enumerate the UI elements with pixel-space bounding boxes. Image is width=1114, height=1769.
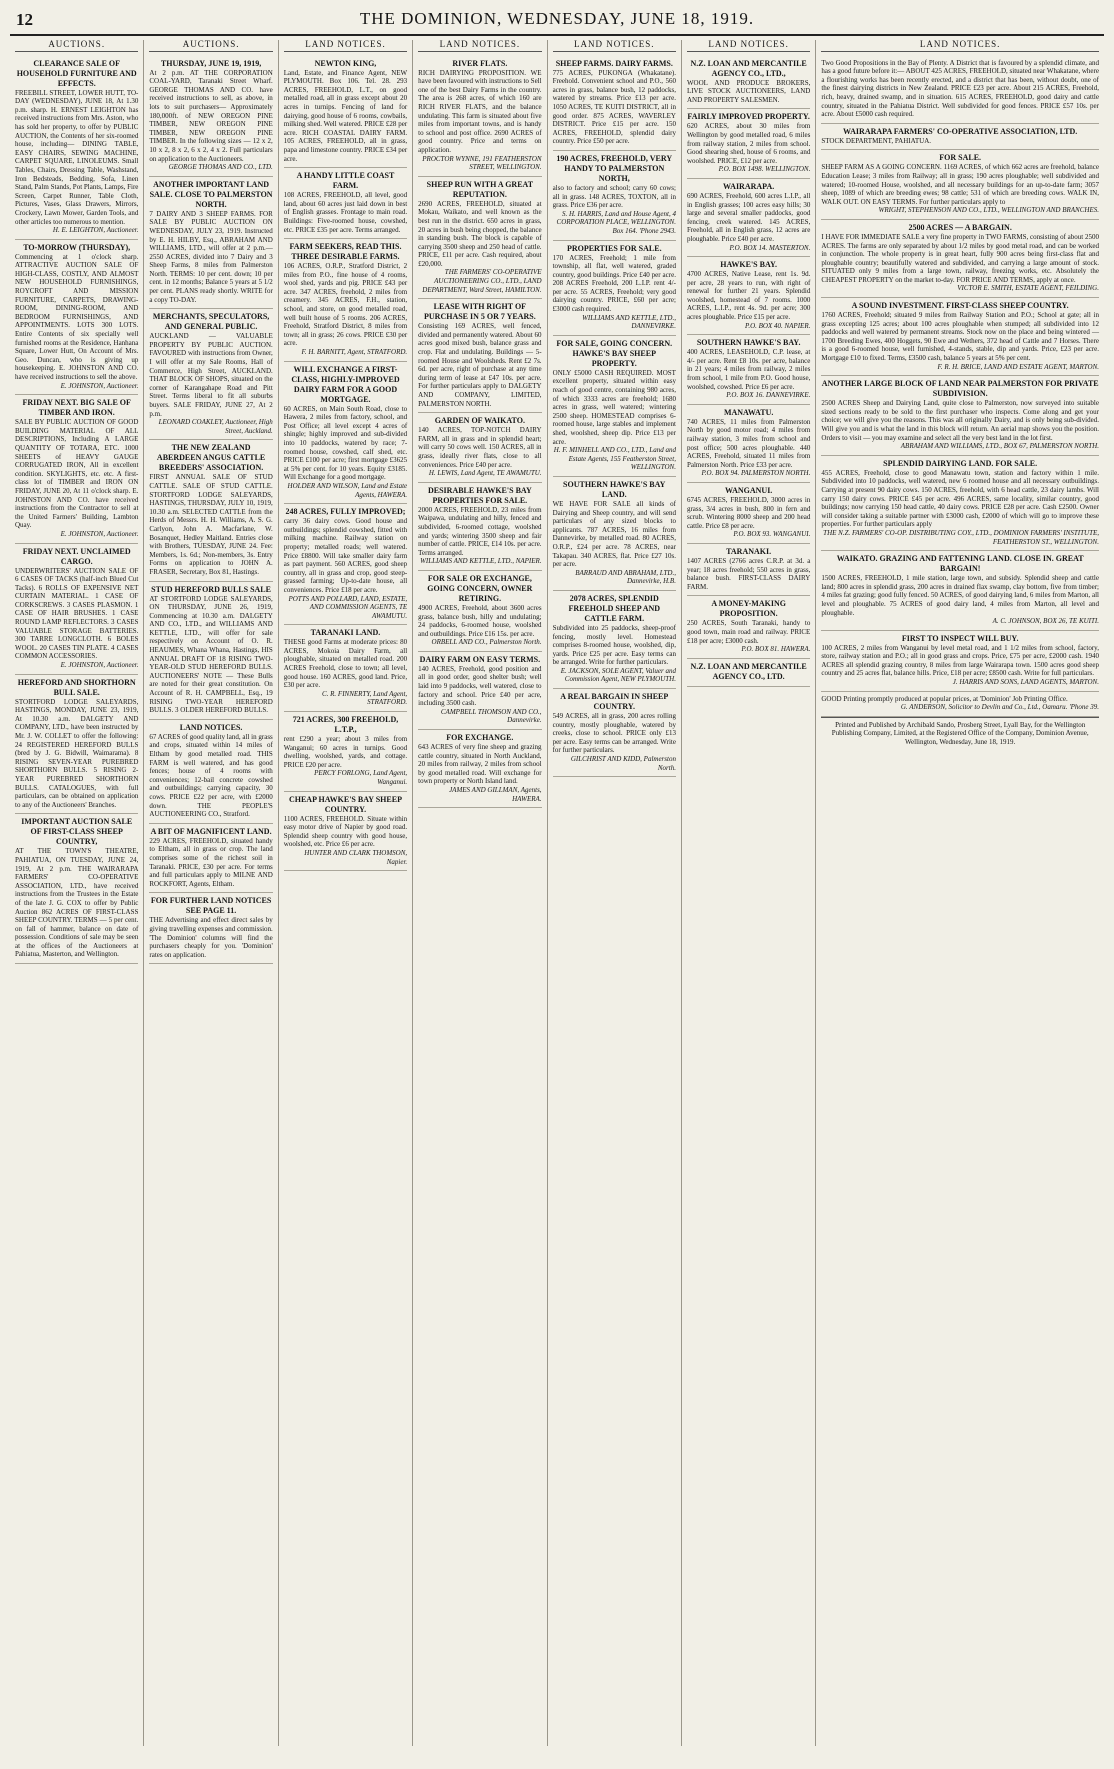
advertisement	[821, 150, 1099, 220]
ad-signature: GILCHRIST AND KIDD, Palmerston North.	[570, 755, 676, 772]
ad-headline: WANGANUI.	[724, 485, 773, 495]
advertisement	[284, 56, 407, 169]
ad-headline: FOR SALE OR EXCHANGE, GOING CONCERN, OWNER RETIRING.	[427, 573, 533, 603]
ad-body: 7 DAIRY AND 3 SHEEP FARMS. FOR SALE BY PUBLIC AUCTION ON WEDNESDAY, JULY 23, 1919. Instructed by E. H. HILBY, Esq., ABRAHAM AND WILLIAMS, LTD., will offer at 2 p.m.— 2550 ACRES, divided into 7 Dairy and 3 Sheep Farms, 8 miles from Palmerston North. TERMS: 10 per cent. down; 10 per cent. in 12 months; Balance 5 years at 5 1/2 per cent. PLANS ready shortly. WRITE for a copy TO-DAY.	[149, 209, 273, 304]
column-heading: LAND NOTICES.	[418, 40, 541, 52]
ad-headline: WAIRARAPA FARMERS' CO-OPERATIVE ASSOCIATION, LTD.	[843, 126, 1078, 136]
ad-signature: PROCTOR WYNNE, 191 FEATHERSTON STREET, WELLINGTON.	[422, 154, 542, 172]
advertisement	[15, 814, 138, 964]
advertisement	[284, 712, 407, 792]
ad-signature: F. H. BARNITT, Agent, STRATFORD.	[301, 348, 408, 357]
advertisement	[284, 504, 407, 625]
advertisement	[687, 405, 810, 483]
ad-signature: THE N.Z. FARMERS' CO-OP. DISTRIBUTING COY., LTD., DOMINION FARMERS' INSTITUTE, FEATHERSTON ST., WELLINGTON.	[823, 528, 1099, 546]
advertisement	[821, 124, 1099, 151]
ad-body: WOOL AND PRODUCE BROKERS, LIVE STOCK AUCTIONEERS, LAND AND PROPERTY SALESMEN.	[686, 78, 811, 104]
masthead	[10, 8, 1104, 36]
ad-signature: POTTS AND POLLARD, LAND, ESTATE, AND COMMISSION AGENTS, TE AWAMUTU.	[288, 594, 408, 620]
ad-body: 140 ACRES, TOP-NOTCH DAIRY FARM, all in grass and in splendid heart; will carry 50 cows well. 150 ACRES, all in grass, ideally river flats, close to all conveniences. Price £40 per acre.	[418, 426, 542, 469]
ad-signature: J. HARRIS AND SONS, LAND AGENTS, MARTON.	[952, 678, 1099, 687]
ad-headline: FARM SEEKERS, READ THIS. THREE DESIRABLE FARMS.	[289, 242, 402, 262]
ad-headline: FOR FURTHER LAND NOTICES SEE PAGE 11.	[150, 896, 272, 916]
ad-body: FIRST ANNUAL SALE OF STUD CATTLE. SALE OF STUD CATTLE. STORTFORD LODGE SALEYARDS, HASTINGS, THURSDAY, JULY 10, 1919, 10.30 a.m. SELECTED CATTLE from the Herds of Messrs. H. H. Williams, A. S. G. Carlyon, John A. Macfarlane, W. Bosanquet, Hedley Maitland. Entries close with Brothers, TUESDAY, JUNE 24. Fee: Members, 1s. 6d.; Non-members, 3s. Entry Forms on application to JOHN A. FRASER, Secretary, Box 81, Hastings.	[149, 473, 273, 576]
ad-body: 690 ACRES, Freehold, 600 acres L.I.P., all in English grasses; 100 acres easy hills; 30 large and several smaller paddocks, good fencing, creek watered. 145 ACRES, Freehold, all in English grass, 12 acres are ploughable. Price £40 per acre.	[686, 191, 811, 243]
ad-body: 2000 ACRES, FREEHOLD, 23 miles from Waipawa, undulating and hilly, fenced and subdivided, 6-roomed cottage, woolshed and yards; wintering 3500 sheep and fair number of cattle. PRICE, £14 10s. per acre. Terms arranged.	[418, 505, 542, 557]
ad-body: THE Advertising and effect direct sales by giving travelling expenses and commission. 'The Dominion' columns will find the purchasers cheaply for you. 'Dominion' rates on application.	[149, 916, 273, 959]
ad-body: also to factory and school; carry 60 cows; all in grass. 148 ACRES, TOXTON, all in grass. Price £36 per acre.	[552, 183, 676, 210]
ad-headline: FOR SALE.	[939, 153, 982, 163]
ad-body: 100 ACRES, 2 miles from Wanganui by level metal road, and 1 1/2 miles from school, factory, store, railway station and P.O.; all in good grass and crops. Price, £75 per acre, £2000 cash. 1940 ACRES all splendid grazing country, 8 miles from large Wairarapa town. 1500 acres good sheep country and 25 acres flat, balance hills. Price, £18 per acre; £8500 cash. Write for full particulars.	[821, 643, 1099, 678]
ad-headline: FOR EXCHANGE.	[446, 733, 514, 743]
ad-body: 2500 ACRES Sheep and Dairying Land, quite close to Palmerston, now surveyed into suitable sized sections ready to be sold to the first purchaser who inspects. Come along and get your choice; we will give you the reasons. This was all originally Dairy, and is only being sub-divided. Will give you and is what the land in this block will return. An aerial map shows you the position. Orders to visit — you may examine and select all the very best land in the lot first.	[821, 399, 1099, 442]
ad-body: Subdivided into 25 paddocks, sheep-proof fencing, mostly level. Homestead comprises 8-roomed house, woolshed, dip, yards. Price £25 per acre. Easy terms can be arranged. Write for further particulars.	[552, 623, 676, 667]
ad-headline: THE NEW ZEALAND ABERDEEN ANGUS CATTLE BREEDERS' ASSOCIATION.	[156, 443, 266, 473]
ad-signature: H. F. MINHELL AND CO., LTD., Land and Estate Agents, 155 Featherston Street, WELLINGTON.	[553, 446, 676, 472]
advertisement	[284, 625, 407, 712]
advertisement	[821, 376, 1099, 456]
ad-headline: THURSDAY, JUNE 19, 1919,	[160, 58, 262, 68]
ad-body: AT STORTFORD LODGE SALEYARDS, ON THURSDAY, JUNE 26, 1919, Commencing at 10.30 a.m. DALGETY AND CO., LTD., and WILLIAMS AND KETTLE, LTD., will offer for sale respectively on Account of O. R. HEAUMES, Whana Whana, Hastings, HIS ANNUAL DRAFT OF 18 RISING TWO-YEAR-OLD STUD HEREFORD BULLS. AUCTIONEERS' NOTE — These Bulls are noted for their great constitution. On Account of R. H. CAMPBELL, Esq., 19 RISING TWO-YEAR HEREFORD BULLS. 3 OLDER HEREFORD BULLS.	[149, 594, 273, 715]
advertisement	[418, 56, 541, 177]
advertisement	[418, 652, 541, 730]
ad-body: 775 ACRES, PUKONGA (Whakatane). Freehold. Convenient school and P.O., 560 acres in grass, balance bush, 12 paddocks, watered by streams. Price £13 per acre. 1050 ACRES, TE KUITI DISTRICT, all in good order. 875 ACRES, WAVERLEY DISTRICT. Price £15 per acre. 150 ACRES, FREEHOLD, splendid dairy country. Price £50 per acre.	[552, 68, 676, 146]
ad-body: Two Good Propositions in the Bay of Plenty. A District that is favoured by a splendid climate, and has a good future before it:— ABOUT 425 ACRES, FREEHOLD, situated near Whakatane, where a flourishing works has been recently erected, and a district that has been, without doubt, one of the finest dairying districts in New Zealand. PRICE £23 per acre. About 215 ACRES, Freehold, rich, heavy, drained swamp, and in situation. 615 ACRES, FREEHOLD, good dairy and cattle country, situated in the Pahiatua District. Well subdivided for good fences. PRICE £57 10s. per acre. About £5000 cash required.	[821, 58, 1099, 119]
ad-headline: FRIDAY NEXT. UNCLAIMED CARGO.	[22, 546, 131, 566]
ad-signature: F. R. H. BRICE, LAND AND ESTATE AGENT, MARTON.	[937, 362, 1099, 371]
ad-signature: P.O. BOX 14. MASTERTON.	[729, 243, 811, 252]
ad-body: At 2 p.m. AT THE CORPORATION COAL-YARD, Taranaki Street Wharf. GEORGE THOMAS AND CO. have received instructions to sell, as above, in lots to suit purchasers— Approximately 180,000ft. of NEW OREGON PINE TIMBER, NEW OREGON PINE TIMBER, NEW OREGON PINE TIMBER. In the following sizes — 12 x 2, 10 x 2, 8 x 2, 6 x 2, 4 x 2. Full particulars on application to the Auctioneers.	[149, 68, 273, 163]
ad-headline: DESIRABLE HAWKE'S BAY PROPERTIES FOR SALE.	[427, 485, 532, 505]
ad-body: 140 ACRES, Freehold, good position and all in good order, good shelter bush; well laid into 9 paddocks, well watered, close to factory and school. Price £40 per acre, including 3500 cash.	[418, 664, 542, 708]
ad-headline: WAIRARAPA.	[723, 181, 775, 191]
ad-signature: HOLDER AND WILSON, Land and Estate Agents, HAWERA.	[287, 481, 408, 499]
advertisement	[149, 824, 272, 894]
advertisement	[687, 335, 810, 405]
ad-headline: TARANAKI LAND.	[310, 628, 381, 638]
column-heading: LAND NOTICES.	[553, 40, 676, 52]
ad-headline: LAND NOTICES.	[179, 722, 243, 732]
ad-body: Land, Estate, and Finance Agent, NEW PLYMOUTH. Box 106. Tel. 28. 293 ACRES, FREEHOLD, L.T., on good metalled road, all in grass except about 20 acres in turnips. Fencing of land for dairying, good house of 6 rooms, cowbails, milking shed. Well watered. PRICE £28 per acre. RICH COASTAL DAIRY FARM. 105 ACRES, FREEHOLD, all in grass, papa and limestone country. PRICE £34 per acre.	[283, 68, 408, 163]
advertisement	[149, 309, 272, 440]
ad-signature: H. LEWIS, Land Agent, TE AWAMUTU.	[428, 469, 542, 478]
advertisement	[149, 893, 272, 964]
columns-container	[10, 40, 1104, 1746]
ad-headline: SPLENDID DAIRYING LAND. FOR SALE.	[883, 458, 1038, 468]
ad-headline: 248 ACRES, FULLY IMPROVED;	[285, 507, 406, 517]
advertisement	[553, 689, 676, 777]
ad-headline: 2500 ACRES — A BARGAIN.	[908, 222, 1012, 232]
ad-body: 60 ACRES, on Main South Road, close to Hawera, 2 miles from factory, school, and Post Office; all level except 4 acres of shingle; highly improved and sub-divided into 10 paddocks, watered by race; 7-roomed house, cowshed, calf shed, etc. PRICE £100 per acre; first mortgage £3625 at 5% per cent. for 10 years. Equity £3185. Will Exchange for a good mortgage.	[283, 404, 408, 482]
ad-signature: P.O. BOX 93. WANGANUI.	[733, 530, 811, 539]
ad-body: ONLY £5000 CASH REQUIRED. MOST excellent property, situated within easy reach of good centre, containing 980 acres, of which 3333 acres are freehold; 1680 acres in grass, well watered; wintering 2500 sheep. HOMESTEAD comprises 6-roomed house, large stables and implement shed, woolshed, sheep dip. Price £13 per acre.	[552, 368, 676, 446]
advertisement	[821, 298, 1099, 376]
advertisement	[553, 477, 676, 591]
advertisement	[821, 56, 1099, 124]
advertisement	[418, 730, 541, 808]
advertisement	[687, 544, 810, 596]
advertisement	[553, 336, 676, 477]
ad-headline: MERCHANTS, SPECULATORS, AND GENERAL PUBLIC.	[152, 312, 270, 332]
ad-body: 106 ACRES, O.R.P., Stratford District, 2 miles from P.O., fine house of 4 rooms, wool shed, yards and pig. PRICE £43 per acre. 347 ACRES, freehold, 2 miles from creamery. 345 ACRES, F.H., station, school, and store, on good metalled road, well built house of 5 rooms. 206 ACRES, Freehold, Stratford District, 8 miles from town; all in grass; 26 cows. PRICE £30 per acre.	[283, 262, 408, 348]
advertisement	[149, 582, 272, 720]
ad-signature: S. H. HARRIS, Land and House Agent, 4 CORPORATION PLACE, WELLINGTON. Box 164. 'Phone 2943.	[556, 209, 676, 235]
advertisement	[687, 596, 810, 658]
advertisement	[149, 720, 272, 824]
ad-body: 4700 ACRES, Native Lease, rent 1s. 9d. per acre, 28 years to run, with right of renewal for further 21 years. Splendid woolshed, homestead of 7 rooms. 1000 ACRES, L.I.P., rent 4s. 9d. per acre; 300 acres ploughable. Price £15 per acre.	[686, 270, 811, 322]
ad-headline: A REAL BARGAIN IN SHEEP COUNTRY.	[560, 692, 669, 712]
ad-body: 67 ACRES of good quality land, all in grass and crops, situated within 14 miles of Eltham by good metalled road. THIS FARM is well watered, and has good fences; house of 4 rooms with conveniences; 12-bail concrete cowshed and outbuildings; carrying capacity, 30 cows. PRICE £22 per acre, with £2000 down. THE PEOPLE'S AUCTIONEERING CO., Stratford.	[149, 732, 273, 819]
advertisement	[284, 362, 407, 505]
ad-signature: E. JACKSON, SOLE AGENT, Valuer and Commission Agent, NEW PLYMOUTH.	[560, 666, 676, 684]
advertisement	[687, 483, 810, 544]
ad-headline: IMPORTANT AUCTION SALE OF FIRST-CLASS SHEEP COUNTRY,	[21, 817, 133, 847]
ad-headline: LEASE WITH RIGHT OF PURCHASE IN 5 OR 7 YEARS.	[424, 302, 536, 322]
ad-body: 620 ACRES, about 30 miles from Wellington by good metalled road, 6 miles from railway station, 2 miles from school. Good shearing shed, house of 6 rooms, and woolshed. PRICE, £12 per acre.	[686, 122, 811, 165]
advertisement	[687, 56, 810, 110]
ad-body: 740 ACRES, 11 miles from Palmerston North by good motor road; 4 miles from railway station, 3 miles from school and post office; 500 acres ploughable. 440 ACRES, Freehold, situated 11 miles from Palmerston North. Price £33 per acre.	[686, 417, 811, 469]
ad-headline: FIRST TO INSPECT WILL BUY.	[901, 633, 1019, 643]
ad-headline: TO-MORROW (THURSDAY),	[23, 242, 131, 252]
ad-signature: LEONARD COAKLEY, Auctioneer, High Street, Auckland.	[158, 418, 273, 435]
ad-body: I HAVE FOR IMMEDIATE SALE a very fine property in TWO FARMS, consisting of about 2500 ACRES. The farms are only separated by about 1/2 miles by good metal road, and can be worked in conjunction. The whole property is in great heart, fully 900 acres being first-class flat and ploughable country; beautifully watered and subdivided, and carrying a large amount of stock. SITUATED only 9 miles from a large town, railway, freezing works, etc. Absolutely the CHEAPEST PROPERTY on the market to-day. FOR PRICE AND TERMS, apply at once.	[821, 232, 1099, 284]
ad-body: Consisting 169 ACRES, well fenced, divided and permanently watered. About 60 acres good mixed bush, balance grass and crop. Flat and undulating. Buildings — 5-roomed House and Woolsheds. Rent £2 7s. 6d. per acre, right of purchase at any time during term of lease at £47 10s. per acre. For further particulars apply to DALGETY AND COMPANY, LIMITED, PALMERSTON NORTH.	[418, 322, 542, 408]
advertisement	[15, 240, 138, 396]
page-number: 12	[16, 10, 33, 29]
ad-headline: STUD HEREFORD BULLS SALE	[151, 584, 271, 594]
advertisement	[15, 675, 138, 815]
advertisement	[553, 56, 676, 151]
ad-headline: N.Z. LOAN AND MERCANTILE AGENCY CO., LTD.	[690, 661, 807, 681]
ad-body: 1100 ACRES, FREEHOLD. Situate within easy motor drive of Napier by good road. Splendid sheep country with good house, woolshed, etc. Price £6 per acre.	[283, 814, 408, 849]
ad-signature: P.O. BOX 94. PALMERSTON NORTH.	[701, 469, 811, 478]
ad-body: RICH DAIRYING PROPOSITION. WE have been favoured with instructions to Sell one of the best Dairy Farms in the country. The area is 268 acres, of which 160 are RICH RIVER FLATS, and the balance undulating. This farm is situated about five miles from important towns, and is handy to school and post office. 2690 ACRES of good country. Price and terms on application.	[418, 68, 542, 154]
masthead-title: THE DOMINION, WEDNESDAY, JUNE 18, 1919.	[359, 9, 755, 28]
ad-headline: A HANDY LITTLE COAST FARM.	[296, 171, 395, 191]
advertisement	[821, 456, 1099, 551]
ad-headline: ANOTHER IMPORTANT LAND SALE. CLOSE TO PALMERSTON NORTH.	[149, 179, 273, 209]
advertisement	[284, 792, 407, 872]
advertisement	[553, 151, 676, 241]
ad-body: 4900 ACRES, Freehold, about 3600 acres grass, balance bush, hilly and undulating; 24 paddocks, 6-roomed house, woolshed and outbuildings. Price £16 15s. per acre.	[418, 603, 542, 638]
advertisement	[418, 571, 541, 652]
ad-signature: C. R. FINNERTY, Land Agent, STRATFORD.	[321, 689, 408, 707]
column-1	[10, 40, 144, 1746]
advertisement	[284, 239, 407, 362]
ad-signature: THE FARMERS' CO-OPERATIVE AUCTIONEERING CO., LTD., LAND DEPARTMENT, Ward Street, HAMILTON.	[422, 268, 542, 294]
advertisement	[418, 177, 541, 300]
ad-headline: WILL EXCHANGE A FIRST-CLASS, HIGHLY-IMPROVED DAIRY FARM FOR A GOOD MORTGAGE.	[291, 364, 400, 404]
column-heading: LAND NOTICES.	[687, 40, 810, 52]
ad-headline: SHEEP RUN WITH A GREAT REPUTATION.	[426, 179, 534, 199]
column-4	[413, 40, 547, 1746]
ad-headline: A SOUND INVESTMENT. FIRST-CLASS SHEEP COUNTRY.	[851, 301, 1069, 311]
column-7	[816, 40, 1104, 1746]
ad-signature: WILLIAMS AND KETTLE, LTD., NAPIER.	[420, 557, 542, 566]
ad-headline: SHEEP FARMS. DAIRY FARMS.	[555, 58, 673, 68]
ad-signature: JAMES AND GILLMAN, Agents, HAWERA.	[449, 786, 542, 803]
ad-body: SHEEP FARM AS A GOING CONCERN. 1169 ACRES, of which 662 acres are freehold, balance Education Lease; 3 miles from Railway; all in grass; 190 acres ploughable; well subdivided and watered; 10-roomed House, woolshed, and all necessary buildings for an up-to-date farm; 3057 sheep, 1089 of which are breeding ewes; 98 cattle; 531 of which are breeding cows. WALK IN, WALK OUT. ON EASY TERMS. For further particulars apply to	[821, 163, 1099, 206]
ad-headline: FOR SALE, GOING CONCERN. HAWKE'S BAY SHEEP PROPERTY.	[556, 338, 673, 368]
ad-body: 455 ACRES, Freehold, close to good Manawatu town, station and factory within 1 mile. Subdivided into 10 paddocks, well watered, new 6 roomed house and all necessary outbuildings. Carrying at present 90 dairy cows. 150 ACRES, freehold, with 6 head cattle, 23 dairy lambs. Will carry 150 dairy cows. PRICE £45 per acre. 496 ACRES, same locality, similar country, good buildings; now carrying 150 head cattle, 40 dairy cows. PRICE £28 per acre. Cash £2500. Owner will consider taking a suitable partner with £3000 cash, £2000 of which will go to improve these properties. For further particulars apply	[821, 468, 1099, 529]
advertisement	[418, 413, 541, 483]
ad-headline: 190 ACRES, FREEHOLD, VERY HANDY TO PALMERSTON NORTH,	[556, 153, 673, 183]
ad-headline: A MONEY-MAKING PROPOSITION.	[711, 599, 786, 619]
ad-body: 549 ACRES, all in grass, 200 acres rolling country, mostly ploughable, watered by creeks, close to school. PRICE only £13 per acre. Easy terms can be arranged. Write for further particulars.	[552, 712, 676, 755]
ad-body: 400 ACRES, LEASEHOLD, C.P. lease, at 4/- per acre. Rent £8 10s. per acre, balance in 21 years; 4 miles from railway, 2 miles from school, 1 mile from P.O. Good house, woolshed, cowshed. Price £6 per acre.	[686, 348, 811, 391]
ad-signature: GEORGE THOMAS AND CO., LTD.	[168, 163, 273, 172]
ad-body: 250 ACRES, South Taranaki, handy to good town, main road and railway. PRICE £18 per acre; £3000 cash.	[686, 619, 811, 645]
ad-body: FREEBILL STREET, LOWER HUTT, TO-DAY (WEDNESDAY), JUNE 18, At 1.30 p.m. sharp. H. ERNEST LEIGHTON has received instructions from Mrs. Aston, who has sold her property, to offer by PUBLIC AUCTION, the Contents of her six-roomed house, including— DINING TABLE, EASY CHAIRS, SEWING MACHINE, CARPET SQUARE, LINOLEUMS. Small Tables, Chairs, Dressing Table, Washstand, Iron Bedsteads, Bedding, Sofa, Linen Stand, Palm Stands, Pot Plants, Lamps, Fire Screen, Carpet Runner, Table Cloth, Pictures, Vases, Glass Drawers, Mirrors, Crockery, Lawn Mower, Garden Tools, and other articles too numerous to mention.	[15, 88, 139, 226]
newspaper-page	[10, 8, 1104, 1753]
ad-signature: A. C. JOHNSON, BOX 26, TE KUITI.	[992, 617, 1099, 626]
ad-headline: 721 ACRES, 300 FREEHOLD, L.T.P.,	[292, 715, 399, 735]
ad-headline: NEWTON KING,	[314, 58, 377, 68]
ad-headline: MANAWATU.	[723, 407, 774, 417]
ad-body: 229 ACRES, FREEHOLD, situated handy to Eltham, all in grass or crop. The land comprises some of the richest soil in Taranaki. PRICE, £30 per acre. For terms and full particulars apply to MILNE AND ROCKFORT, Agents, Eltham.	[149, 836, 273, 888]
ad-signature: P.O. BOX 16. DANNEVIRKE.	[726, 391, 811, 400]
ad-headline: SOUTHERN HAWKE'S BAY.	[696, 338, 801, 348]
column-6	[682, 40, 816, 1746]
advertisement	[687, 659, 810, 687]
ad-body: 108 ACRES, FREEHOLD, all level, good land, about 60 acres just laid down in best of English grasses. Frontage to main road. Buildings: Five-roomed house, cowshed, etc. PRICE £35 per acre. Terms arranged.	[283, 191, 408, 234]
ad-headline: DAIRY FARM ON EASY TERMS.	[419, 654, 541, 664]
advertisement	[553, 591, 676, 689]
ad-headline: HAWKE'S BAY.	[720, 260, 778, 270]
ad-signature: PERCY FORLONG, Land Agent, Wanganui.	[314, 769, 408, 786]
ad-headline: CHEAP HAWKE'S BAY SHEEP COUNTRY.	[288, 794, 402, 814]
ad-body: 2690 ACRES, FREEHOLD, situated at Mokau, Waikato, and well known as the best run in the district. 650 acres in grass, 20 acres in bush being chopped, the balance in standing bush. The block is capable of carrying 3500 sheep and 250 head of cattle. PRICE, £11 per acre. Cash required, about £20,000.	[418, 199, 542, 268]
ad-body: AUCKLAND — VALUABLE PROPERTY BY PUBLIC AUCTION. FAVOURED with instructions from Owner, I will offer at my Sale Rooms, Hall of Commerce, High Street, AUCKLAND. THAT BLOCK OF SHOPS, situated on the corner of Karangahape Road and Pitt Street. Terms liberal to fit all suburbs buyers. SALE FRIDAY, JUNE 27, At 2 p.m.	[149, 332, 273, 418]
ad-body: AT THE TOWN'S THEATRE, PAHIATUA, ON TUESDAY, JUNE 24, 1919, At 2 p.m. THE WAIRARAPA FARMERS' CO-OPERATIVE ASSOCIATION, LTD., have received instructions from the Trustees in the Estate of the late J. G. COX to offer by Public Auction 862 ACRES OF FIRST-CLASS SHEEP COUNTRY. TERMS — 5 per cent. on fall of hammer, balance on date of possession. Conditions of sale may be seen at the offices of the Auctioneers at Pahiatua, Masterton, and Wellington.	[15, 847, 139, 959]
advertisement	[821, 631, 1099, 692]
ad-signature: P.O. BOX 40. NAPIER.	[744, 321, 811, 330]
ad-headline: CLEARANCE SALE OF HOUSEHOLD FURNITURE AND EFFECTS.	[16, 58, 137, 88]
advertisement	[15, 544, 138, 675]
advertisement	[149, 440, 272, 581]
ad-body: 6745 ACRES, FREEHOLD, 3000 acres in grass, 3/4 acres in bush, 800 in fern and scrub. Wintering 8000 sheep and 200 head cattle. Price £8 per acre.	[686, 495, 811, 530]
ad-signature: CAMPBELL THOMSON AND CO., Dannevirke.	[440, 707, 542, 725]
imprint-footer: Printed and Published by Archibald Sando, Prosberg Street, Lyall Bay, for the Wellington Publishing Company, Limited, at the Registered Office of the Company, Dominion Avenue, Wellington, Wednesday, June 18, 1919.	[821, 717, 1099, 747]
ad-signature: WILLIAMS AND KETTLE, LTD., DANNEVIRKE.	[582, 313, 676, 331]
advertisement	[687, 257, 810, 335]
column-3	[279, 40, 413, 1746]
advertisement	[149, 56, 272, 177]
column-2	[144, 40, 278, 1746]
ad-headline: TARANAKI.	[726, 546, 772, 556]
ad-signature: P.O. BOX 81. HAWERA.	[741, 645, 811, 654]
advertisement	[15, 56, 138, 240]
ad-headline: 2078 ACRES, SPLENDID FREEHOLD SHEEP AND CATTLE FARM.	[568, 593, 661, 623]
ad-body: WE HAVE FOR SALE all kinds of Dairying and Sheep country, and will send particulars of any sized blocks to applicants. 787 ACRES, 16 miles from Dannevirke, by metalled road. 80 ACRES, O.R.P., £24 per acre. 78 ACRES, near Takapau. 340 ACRES, flat. Price £27 10s. per acre.	[552, 499, 676, 569]
column-heading: AUCTIONS.	[15, 40, 138, 52]
ad-headline: ANOTHER LARGE BLOCK OF LAND NEAR PALMERSTON FOR PRIVATE SUBDIVISION.	[821, 379, 1099, 399]
ad-body: GOOD Printing promptly produced at popular prices, at 'Dominion' Job Printing Office.	[821, 694, 1068, 703]
ad-body: STOCK DEPARTMENT, PAHIATUA.	[821, 136, 931, 145]
advertisement	[149, 177, 272, 310]
ad-body: 643 ACRES of very fine sheep and grazing cattle country, situated in North Auckland, 20 miles from railway, 2 miles from school by good metalled road. Will exchange for town property or North Island land.	[418, 743, 542, 786]
ad-signature: G. ANDERSON, Solicitor to Devlin and Co., Ltd., Oamaru. 'Phone 39.	[900, 703, 1099, 712]
ad-body: THESE good Farms at moderate prices: 80 ACRES, Mokoia Dairy Farm, all ploughable, situated on metalled road. 200 ACRES Freehold, close to town; all level, good house. 160 ACRES, good land. Price, £30 per acre.	[283, 638, 408, 690]
column-heading: LAND NOTICES.	[284, 40, 407, 52]
advertisement	[418, 299, 541, 413]
ad-signature: HUNTER AND CLARK THOMSON, Napier.	[304, 848, 408, 866]
ad-body: 170 ACRES, Freehold; 1 mile from township, all flat, well watered, graded country, good buildings. Price £40 per acre. 208 ACRES Freehold, 200 L.I.P. rent 4/- per acre. 55 ACRES, Freehold; very good dairying country. PRICE, £60 per acre; £3000 cash required.	[552, 253, 676, 314]
ad-body: carry 36 dairy cows. Good house and outbuildings; splendid cowshed, fitted with milking machine. Railway station on property; metalled roads; well watered. Price £8800. Will take smaller dairy farm as part payment. 560 ACRES, good sheep country, all in grass and crop, good steep-grassed farming; Up-to-date house, all conveniences. Price £18 per acre.	[283, 517, 408, 594]
advertisement	[687, 109, 810, 179]
advertisement	[821, 692, 1099, 717]
column-heading: LAND NOTICES.	[821, 40, 1099, 52]
ad-signature: WRIGHT, STEPHENSON AND CO., LTD., WELLINGTON AND BRANCHES.	[878, 206, 1099, 215]
ad-headline: PROPERTIES FOR SALE.	[566, 243, 662, 253]
ad-body: UNDERWRITERS' AUCTION SALE OF 6 CASES OF TACKS (half-inch Blued Cut Tacks). 6 ROLLS OF EXPENSIVE NET CURTAIN MATERIAL. 1 CASE OF CORKSCREWS. 3 CASES PLASMON. 1 CASE OF HAIR BRUSHES. 1 CASE ROUND LAMP REFLECTORS. 3 CASES VALUABLE STORAGE BATTERIES. 300 TARRE LONGCLOTH. 6 BOLES WOOL. 20 CASES TIN PLATE. 4 CASES COMMON ACCESSORIES.	[15, 566, 139, 661]
ad-headline: FRIDAY NEXT. BIG SALE OF TIMBER AND IRON.	[22, 398, 131, 418]
ad-body: 1500 ACRES, FREEHOLD, 1 mile station, large town, and subsidy. Splendid sheep and cattle land; 800 acres in splendid grass, 200 acres in drained flax swamp, clay bottom, five from timber; 4 miles fat grazing; good fully fenced. 50 ACRES, of good dairying land, 6 miles from Marton, all level and ploughable. 75 ACRES of good dairy land, 4 miles from Marton, all level and ploughable.	[821, 574, 1099, 617]
ad-body: rent £290 a year; about 3 miles from Wanganui; 60 acres in turnips. Good dwelling, woolshed, yards, and cottage. PRICE £20 per acre.	[283, 735, 408, 769]
ad-headline: SOUTHERN HAWKE'S BAY LAND.	[563, 479, 666, 499]
ad-body: Commencing at 1 o'clock sharp. ATTRACTIVE AUCTION SALE OF HIGH-CLASS, COSTLY, AND ALMOST NEW HOUSEHOLD FURNISHINGS, ROYCROFT AND MISSION FURNITURE, CARPETS, DRAWING-ROOM, DINING-ROOM, AND BEDROOM FURNISHINGS, AND APPOINTMENTS. LOTS 300 LOTS. Entire Contents of six specially well furnished rooms at the Residence, Hanhana Square, Lower Hutt, On Account of Mrs. Geo. Duncan, who is giving up housekeeping. E. JOHNSTON AND CO. have received instructions to sell the above.	[15, 252, 139, 381]
column-5	[548, 40, 682, 1746]
advertisement	[821, 551, 1099, 631]
ad-signature: ABRAHAM AND WILLIAMS, LTD., BOX 67, PALMERSTON NORTH.	[900, 442, 1099, 451]
advertisement	[553, 241, 676, 336]
ad-signature: H. E. LEIGHTON, Auctioneer.	[52, 226, 139, 235]
ad-signature: BARRAUD AND ABRAHAM, LTD., Dannevirke, H.B.	[575, 568, 676, 586]
ad-headline: RIVER FLATS.	[452, 58, 508, 68]
ad-signature: E. JOHNSTON, Auctioneer.	[60, 381, 139, 390]
ad-signature: VICTOR E. SMITH, ESTATE AGENT, FEILDING.	[957, 284, 1099, 293]
advertisement	[284, 168, 407, 239]
ad-signature: E. JOHNSTON, Auctioneer.	[60, 529, 139, 538]
ad-headline: N.Z. LOAN AND MERCANTILE AGENCY CO., LTD.,	[690, 58, 807, 78]
ad-body: SALE BY PUBLIC AUCTION OF GOOD BUILDING MATERIAL OF ALL DESCRIPTIONS, Including A LARGE QUANTITY OF TOTARA, ETC. 1000 SHEETS of HEAVY GAUGE CORRUGATED IRON, All in excellent condition. SKYLIGHTS, etc. etc. A first-class lot of TIMBER and IRON ON FRIDAY, JUNE 20, At 11 o'clock sharp. E. JOHNSTON AND CO. have received instructions from the Contractor to sell at the United Farmers' Building, Lambton Quay.	[15, 418, 139, 530]
column-heading: AUCTIONS.	[149, 40, 272, 52]
ad-headline: A BIT OF MAGNIFICENT LAND.	[150, 826, 272, 836]
advertisement	[15, 395, 138, 543]
advertisement	[418, 483, 541, 571]
ad-headline: FAIRLY IMPROVED PROPERTY.	[687, 112, 810, 122]
advertisement	[821, 220, 1099, 298]
ad-signature: ORBELL AND CO., Palmerston North.	[431, 638, 542, 647]
ad-headline: GARDEN OF WAIKATO.	[434, 416, 525, 426]
ad-body: 1760 ACRES, Freehold; situated 9 miles from Railway Station and P.O.; School at gate; all in grass excepting 125 acres; about 100 acres ploughable when stumped; all subdivided into 12 paddocks and well watered by permanent streams. Stock now on the place and being wintered — 1700 Breeding Ewes, 400 Hoggets, 90 Ewe and Wethers, 372 head of Cattle and 7 Horses. There is a good 6-roomed house, well furnished, 4-stands, stable, dip and yards. Price, £23 per acre. Mortgage £10 to fixed. Terms, £3500 cash, balance 5 years at 5% per cent.	[821, 311, 1099, 363]
ad-signature: E. JOHNSTON, Auctioneer.	[60, 661, 139, 670]
ad-headline: WAIKATO. GRAZING AND FATTENING LAND. CLOSE IN. GREAT BARGAIN!	[836, 554, 1084, 574]
advertisement	[687, 179, 810, 257]
ad-headline: HEREFORD AND SHORTHORN BULL SALE.	[17, 677, 136, 697]
ad-body: 1407 ACRES (2766 acres C.R.P. at 3d. a year; 18 acres freehold; 550 acres in grass, balance bush. FIRST-CLASS DAIRY FARM.	[686, 556, 811, 591]
ad-signature: P.O. BOX 1498. WELLINGTON.	[718, 165, 811, 174]
ad-body: STORTFORD LODGE SALEYARDS, HASTINGS, MONDAY, JUNE 23, 1919, At 10.30 a.m. DALGETY AND COMPANY, LTD., have been instructed by Mr. J. W. COLLET to offer the following: 24 REGISTERED HEREFORD BULLS (bred by J. G. Bidwill, Waimarama). 8 RISING SEVEN-YEAR PUREBRED SHORTHORN BULLS. 5 RISING 2-YEAR PUREBRED SHORTHORN BULLS. CATALOGUES, with full particulars, can be obtained on application to any of the Auctioneers' Branches.	[15, 697, 139, 809]
